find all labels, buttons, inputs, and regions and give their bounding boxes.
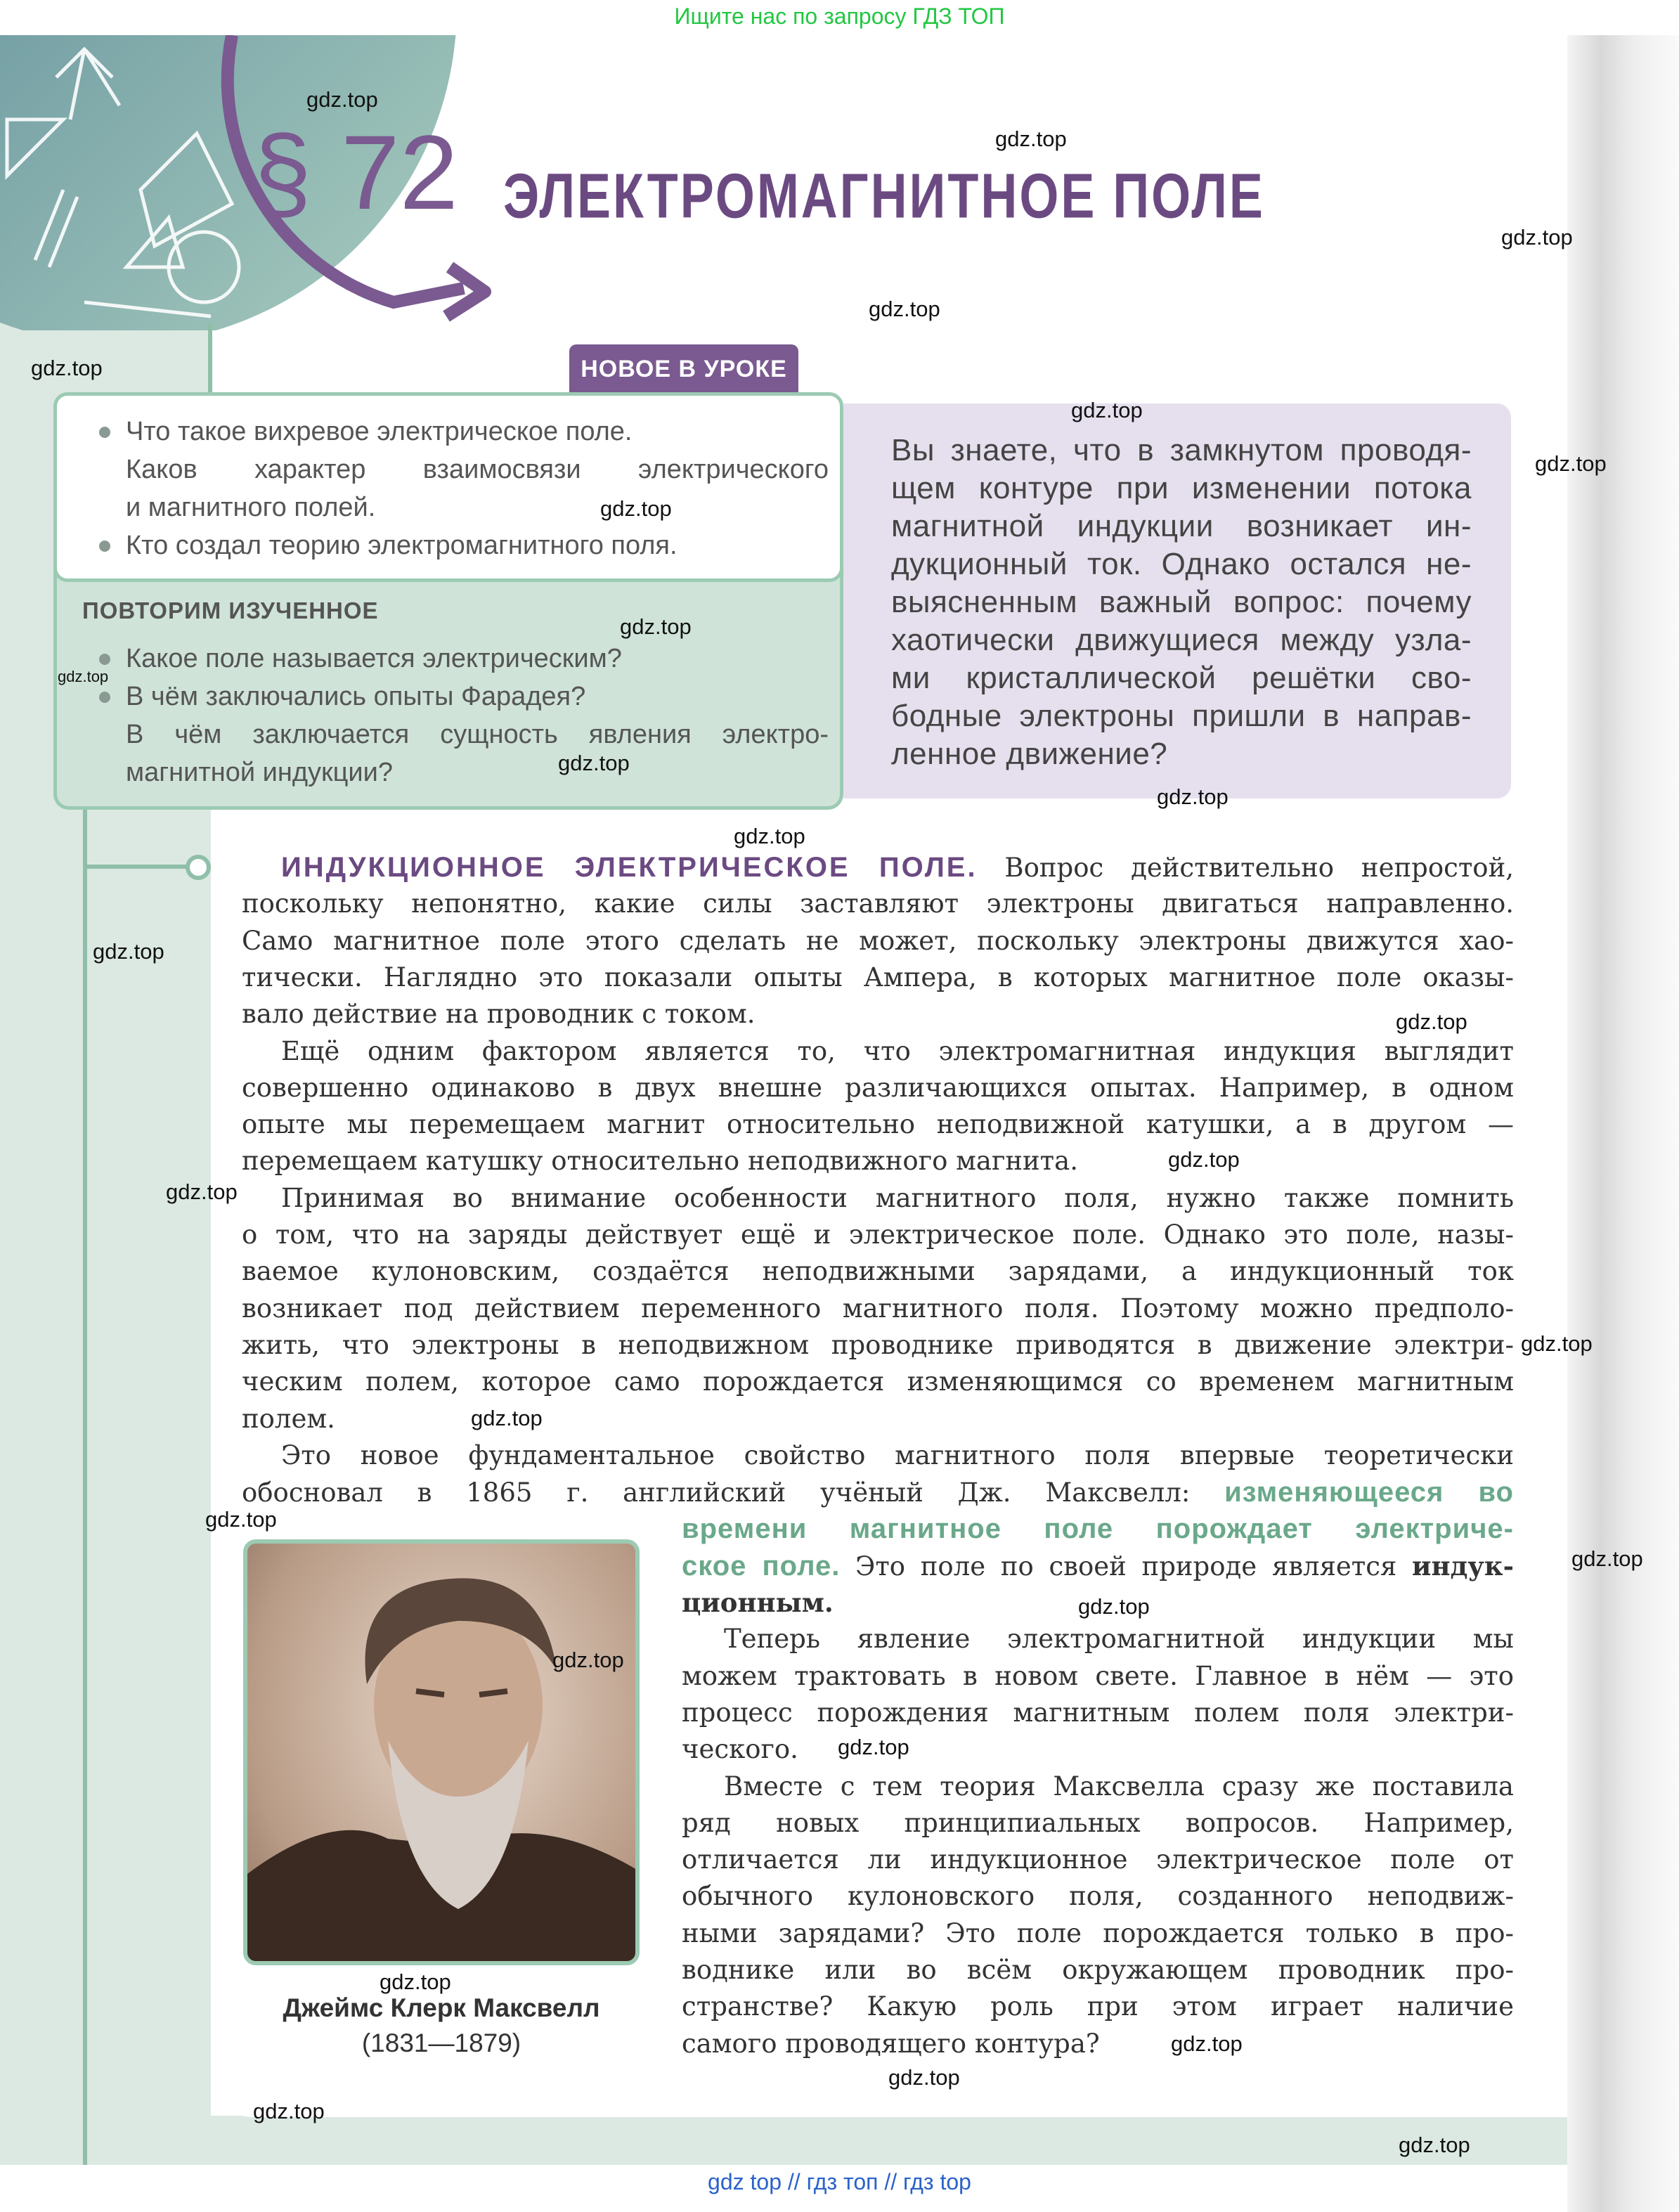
body-text-span: ваемое кулоновским, создаётся неподвижными зарядами, а индукционный ток (242, 1256, 1514, 1287)
body-line (682, 1658, 1514, 1695)
list-item-line: Кто создал теорию электромагнитного поля. (126, 526, 829, 564)
watermark-text: gdz.top (380, 1970, 451, 1994)
intro-line: выясненным важный вопрос: почему (891, 585, 1472, 619)
watermark-text: gdz.top (838, 1735, 909, 1759)
body-text-span: обычного кулоновского поля, созданного неподвиж- (682, 1881, 1514, 1912)
watermark-text: gdz.top (1396, 1009, 1467, 1034)
bold-term: ционным. (682, 1587, 834, 1618)
body-text-span: ными зарядами? Это поле порождается только в про- (682, 1917, 1514, 1948)
body-line (682, 1731, 1514, 1768)
watermark-text: gdz.top (1168, 1147, 1240, 1172)
new-in-lesson-badge: НОВОЕ В УРОКЕ (569, 344, 798, 394)
body-text-span: тически. Наглядно это показали опыты Ампера, в которых магнитное поле оказы- (242, 962, 1514, 992)
watermark-text: gdz.top (471, 1406, 543, 1430)
body-text-span: можем трактовать в новом свете. Главное в нём — это (682, 1660, 1514, 1691)
list-item-line: В чём заключались опыты Фарадея? (126, 678, 829, 716)
connector-line (208, 323, 212, 401)
intro-line: дукционный ток. Однако остался не- (891, 547, 1472, 581)
watermark-text: gdz.top (552, 1648, 624, 1672)
watermark-text: gdz.top (306, 87, 378, 112)
body-text-span: вало действие на проводник с током. (242, 999, 756, 1030)
body-line (724, 1768, 1514, 1805)
watermark-text: gdz.top (1157, 784, 1229, 809)
body-text-span: Ещё одним фактором является то, что электромагнитная индукция выглядит (281, 1035, 1514, 1066)
body-line (281, 849, 1514, 886)
list-item-line: и магнитного полей. (126, 493, 376, 522)
body-line (682, 1805, 1514, 1842)
watermark-text: gdz.top (995, 127, 1067, 151)
watermark-text: gdz.top (1535, 451, 1607, 476)
body-text-span: Это новое фундаментальное свойство магнитного поля впервые теоретически (281, 1440, 1514, 1470)
watermark-text: gdz.top (1171, 2031, 1243, 2056)
body-line (682, 1548, 1514, 1584)
search-banner[interactable]: Ищите нас по запросу ГДЗ ТОП (674, 4, 1005, 29)
timeline-node-icon (186, 855, 211, 880)
footer-links[interactable]: gdz top // гдз топ // гдз top (708, 2169, 971, 2194)
body-line (682, 1988, 1514, 2025)
body-line (682, 1842, 1514, 1878)
body-line (242, 923, 1514, 959)
body-line (724, 1621, 1514, 1657)
body-text-span: Вопрос действительно непростой, (977, 853, 1514, 883)
page-title: ЭЛЕКТРОМАГНИТНОЕ ПОЛЕ (503, 161, 1265, 232)
body-text-span: перемещаем катушку относительно неподвижного магнита. (242, 1146, 1078, 1177)
list-item-line: Каков характер взаимосвязи электрического (126, 451, 829, 489)
body-text-span: опыте мы перемещаем магнит относительно неподвижной катушки, а в другом — (242, 1109, 1514, 1140)
portrait-caption-name: Джеймс Клерк Максвелл (283, 1993, 600, 2022)
body-text-span: Это поле по своей природе является (840, 1551, 1413, 1582)
list-item-line: В чём заключается сущность явления электро- (126, 716, 829, 753)
body-line (242, 1217, 1514, 1253)
intro-line: хаотически движущиеся между узла- (891, 623, 1472, 657)
watermark-text: gdz.top (1501, 225, 1573, 250)
bullet-icon (99, 654, 110, 665)
body-line (682, 1878, 1514, 1915)
watermark-text: gdz.top (58, 668, 109, 685)
body-line (242, 1143, 1514, 1179)
body-text-span: Само магнитное поле этого сделать не может, поскольку электроны движутся хао- (242, 925, 1514, 956)
body-line (242, 1106, 1514, 1143)
list-item-line: Какое поле называется электрическим? (126, 640, 829, 678)
review-box (53, 562, 843, 810)
body-text-span: отличается ли индукционное электрическое поле от (682, 1844, 1514, 1875)
body-text-span: Принимая во внимание особенности магнитного поля, нужно также помнить (281, 1182, 1514, 1213)
section-number: § 72 (253, 113, 458, 231)
intro-question-box (843, 403, 1511, 798)
body-text-span: жить, что электроны в неподвижном проводнике приводятся в движение электри- (242, 1329, 1514, 1360)
body-line (281, 1033, 1514, 1070)
body-text-span: Теперь явление электромагнитной индукции мы (724, 1624, 1514, 1655)
intro-line: ленное движение? (891, 737, 1168, 771)
list-item-line: Что такое вихревое электрическое поле. (126, 413, 829, 451)
bullet-icon (99, 692, 110, 703)
bullet-icon (99, 427, 110, 438)
key-statement: времени магнитное поле порождает электриче- (682, 1513, 1514, 1545)
body-line (242, 1327, 1514, 1364)
body-line (242, 959, 1514, 996)
body-text-span: Вместе с тем теория Максвелла сразу же поставила (724, 1771, 1514, 1802)
list-item-line: магнитной индукции? (126, 758, 393, 787)
body-line (242, 1253, 1514, 1290)
watermark-text: gdz.top (1078, 1594, 1150, 1619)
body-line (682, 1952, 1514, 1988)
bold-term: индук- (1412, 1550, 1514, 1582)
portrait-caption-years: (1831—1879) (361, 2029, 521, 2057)
watermark-text: gdz.top (253, 2099, 325, 2123)
body-line (242, 996, 1514, 1033)
body-line (682, 1695, 1514, 1731)
body-line (242, 1291, 1514, 1327)
watermark-text: gdz.top (31, 356, 103, 380)
watermark-text: gdz.top (205, 1507, 277, 1532)
intro-line: бодные электроны пришли в направ- (891, 699, 1472, 733)
watermark-text: gdz.top (888, 2065, 960, 2090)
watermark-text: gdz.top (1071, 398, 1143, 422)
body-line (281, 1437, 1514, 1474)
watermark-text: gdz.top (166, 1179, 238, 1204)
body-line (242, 886, 1514, 922)
body-text-span: обосновал в 1865 г. английский учёный Дж. Максвелл: (242, 1477, 1225, 1508)
review-heading: ПОВТОРИМ ИЗУЧЕННОЕ (82, 597, 379, 623)
body-line (682, 1511, 1514, 1547)
bottom-margin-band (0, 2116, 1588, 2165)
watermark-text: gdz.top (1571, 1546, 1643, 1571)
body-line (281, 1180, 1514, 1217)
body-text-span: полем. (242, 1403, 335, 1434)
portrait-image-icon (247, 1544, 640, 1965)
intro-line: магнитной индукции возникает ин- (891, 509, 1472, 543)
body-line (242, 1474, 1514, 1511)
body-line (242, 1364, 1514, 1400)
watermark-text: gdz.top (600, 496, 672, 521)
body-text-span: возникает под действием переменного магнитного поля. Поэтому можно предполо- (242, 1293, 1514, 1324)
watermark-text: gdz.top (93, 939, 164, 964)
watermark-text: gdz.top (1521, 1331, 1593, 1356)
body-line (242, 1401, 1514, 1437)
body-text-span: поскольку непонятно, какие силы заставляют электроны двигаться направленно. (242, 888, 1514, 919)
body-line (682, 1915, 1514, 1952)
left-margin-band (0, 35, 211, 2165)
body-text-span: процесс порождения магнитным полем поля электри- (682, 1697, 1514, 1728)
body-text-span: ческим полем, которое само порождается изменяющимся со временем магнитным (242, 1366, 1514, 1397)
body-text-span: странстве? Какую роль при этом играет наличие (682, 1991, 1514, 2022)
timeline-line (83, 808, 87, 2165)
watermark-text: gdz.top (734, 824, 805, 848)
key-statement: изменяющееся во (1224, 1477, 1514, 1508)
body-text-span: ряд новых принципиальных вопросов. Например, (682, 1807, 1514, 1838)
key-statement: ское поле. (682, 1550, 841, 1582)
body-text-span: совершенно одинаково в двух внешне различающихся опытах. Например, в одном (242, 1072, 1514, 1103)
body-line (242, 1070, 1514, 1106)
watermark-text: gdz.top (869, 297, 940, 321)
body-text-span: ческого. (682, 1734, 798, 1765)
intro-line: щем контуре при изменении потока (891, 471, 1472, 505)
body-text-span: самого проводящего контура? (682, 2028, 1100, 2059)
bullet-icon (99, 541, 110, 552)
intro-line: Вы знаете, что в замкнутом проводя- (891, 433, 1472, 467)
body-text-span: о том, что на заряды действует ещё и электрическое поле. Однако это поле, назы- (242, 1220, 1514, 1250)
watermark-text: gdz.top (1399, 2133, 1470, 2157)
maxwell-portrait (243, 1539, 640, 1965)
body-text-span: воднике или во всём окружающем проводник про- (682, 1955, 1514, 1985)
watermark-text: gdz.top (620, 614, 692, 639)
new-in-lesson-box (53, 392, 843, 582)
timeline-branch (83, 865, 195, 869)
page-fold-shadow (1567, 35, 1679, 2212)
intro-line: ми кристаллической решётки сво- (891, 661, 1472, 695)
watermark-text: gdz.top (558, 751, 630, 775)
section-subheading: ИНДУКЦИОННОЕ ЭЛЕКТРИЧЕСКОЕ ПОЛЕ. (281, 852, 978, 883)
body-line (682, 2026, 1514, 2062)
